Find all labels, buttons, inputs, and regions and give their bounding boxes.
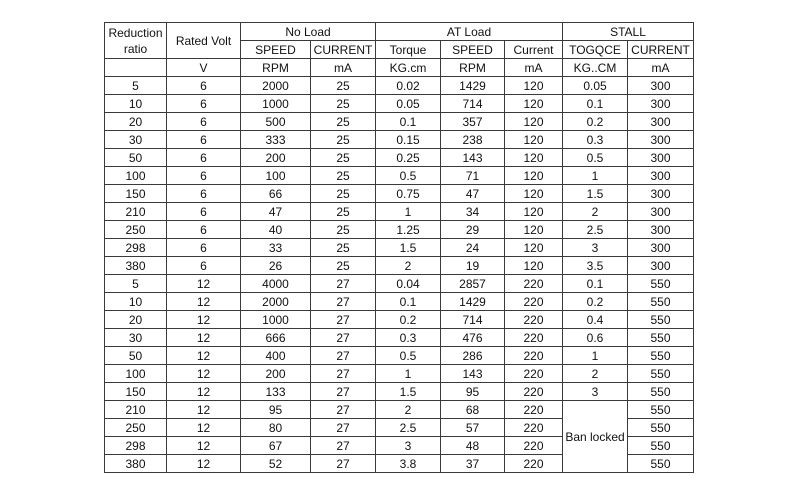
- table-row: [105, 257, 694, 275]
- rated-volt-cell: 6: [167, 239, 241, 257]
- at-load-current-cell: 220: [505, 437, 563, 455]
- no-load-current-cell: 25: [311, 221, 376, 239]
- stall-current-cell: 300: [628, 131, 694, 149]
- reduction-ratio-header: Reduction ratio: [105, 23, 167, 59]
- no-load-current-cell: 25: [311, 149, 376, 167]
- stall-torque-cell: 0.1: [563, 95, 628, 113]
- at-load-speed-cell: 1429: [441, 77, 505, 95]
- table-row: [105, 167, 694, 185]
- at-load-torque-cell: 1: [376, 203, 441, 221]
- at-load-header: AT Load: [376, 23, 563, 41]
- no-load-speed-cell: 2000: [241, 77, 311, 95]
- at-load-speed-cell: 238: [441, 131, 505, 149]
- stall-current-cell: 550: [628, 311, 694, 329]
- rated-volt-header: Rated Volt: [167, 23, 241, 59]
- table-row: [105, 401, 694, 419]
- no-load-current-cell: 25: [311, 167, 376, 185]
- reduction-ratio-cell: 30: [105, 131, 167, 149]
- stall-current-cell: 550: [628, 419, 694, 437]
- at-load-current-cell: 220: [505, 401, 563, 419]
- reduction-ratio-cell: 30: [105, 329, 167, 347]
- rated-volt-cell: 6: [167, 77, 241, 95]
- reduction-ratio-cell: 250: [105, 221, 167, 239]
- at-load-speed-cell: 286: [441, 347, 505, 365]
- no-load-current-cell: 27: [311, 293, 376, 311]
- at-load-current-cell: 120: [505, 185, 563, 203]
- at-load-speed-cell: 34: [441, 203, 505, 221]
- no-load-current-cell: 25: [311, 239, 376, 257]
- rated-volt-cell: 12: [167, 275, 241, 293]
- rated-volt-cell: 6: [167, 113, 241, 131]
- at-load-speed-cell: 24: [441, 239, 505, 257]
- reduction-ratio-cell: 50: [105, 149, 167, 167]
- stall-current-cell: 300: [628, 257, 694, 275]
- no-load-speed-header: SPEED: [241, 41, 311, 59]
- stall-torque-cell: 0.4: [563, 311, 628, 329]
- at-load-current-header: Current: [505, 41, 563, 59]
- stall-current-cell: 550: [628, 347, 694, 365]
- at-load-torque-cell: 3.8: [376, 455, 441, 473]
- stall-current-cell: 300: [628, 95, 694, 113]
- at-load-current-unit: mA: [505, 59, 563, 77]
- no-load-current-cell: 27: [311, 365, 376, 383]
- table-row: [105, 365, 694, 383]
- table-row: [105, 383, 694, 401]
- at-load-torque-cell: 1.5: [376, 239, 441, 257]
- no-load-speed-cell: 333: [241, 131, 311, 149]
- at-load-current-cell: 120: [505, 113, 563, 131]
- no-load-speed-cell: 200: [241, 149, 311, 167]
- at-load-torque-cell: 1: [376, 365, 441, 383]
- reduction-ratio-cell: 150: [105, 383, 167, 401]
- at-load-speed-header: SPEED: [441, 41, 505, 59]
- stall-current-cell: 550: [628, 275, 694, 293]
- rated-volt-cell: 6: [167, 149, 241, 167]
- at-load-current-cell: 220: [505, 329, 563, 347]
- reduction-ratio-cell: 50: [105, 347, 167, 365]
- no-load-speed-cell: 133: [241, 383, 311, 401]
- table-row: [105, 149, 694, 167]
- motor-spec-table: [104, 22, 694, 473]
- rated-volt-cell: 6: [167, 257, 241, 275]
- reduction-ratio-cell: 20: [105, 311, 167, 329]
- at-load-torque-cell: 0.2: [376, 311, 441, 329]
- stall-current-cell: 300: [628, 221, 694, 239]
- header-row-group: [105, 23, 694, 41]
- table-row: [105, 131, 694, 149]
- reduction-ratio-cell: 5: [105, 275, 167, 293]
- at-load-speed-cell: 71: [441, 167, 505, 185]
- no-load-speed-cell: 52: [241, 455, 311, 473]
- at-load-speed-cell: 57: [441, 419, 505, 437]
- at-load-torque-cell: 2: [376, 257, 441, 275]
- rated-volt-cell: 6: [167, 185, 241, 203]
- stall-current-cell: 300: [628, 149, 694, 167]
- reduction-ratio-cell: 20: [105, 113, 167, 131]
- no-load-speed-cell: 666: [241, 329, 311, 347]
- at-load-torque-unit: KG.cm: [376, 59, 441, 77]
- at-load-current-cell: 120: [505, 77, 563, 95]
- stall-torque-cell: 0.5: [563, 149, 628, 167]
- stall-torque-header: TOGQCE: [563, 41, 628, 59]
- rated-volt-cell: 12: [167, 455, 241, 473]
- table-row: [105, 275, 694, 293]
- at-load-speed-cell: 68: [441, 401, 505, 419]
- stall-torque-cell: 0.2: [563, 113, 628, 131]
- at-load-current-cell: 220: [505, 455, 563, 473]
- stall-current-unit: mA: [628, 59, 694, 77]
- at-load-speed-cell: 29: [441, 221, 505, 239]
- table-row: [105, 293, 694, 311]
- at-load-current-cell: 120: [505, 221, 563, 239]
- reduction-ratio-cell: 210: [105, 401, 167, 419]
- no-load-speed-unit: RPM: [241, 59, 311, 77]
- rated-volt-cell: 6: [167, 167, 241, 185]
- stall-torque-cell: 1.5: [563, 185, 628, 203]
- no-load-current-cell: 25: [311, 113, 376, 131]
- at-load-speed-cell: 47: [441, 185, 505, 203]
- no-load-speed-cell: 95: [241, 401, 311, 419]
- rated-volt-cell: 12: [167, 401, 241, 419]
- at-load-speed-cell: 357: [441, 113, 505, 131]
- at-load-torque-cell: 1.5: [376, 383, 441, 401]
- rated-volt-cell: 12: [167, 347, 241, 365]
- no-load-current-cell: 27: [311, 383, 376, 401]
- no-load-header: No Load: [241, 23, 376, 41]
- at-load-current-cell: 220: [505, 293, 563, 311]
- table-row: [105, 203, 694, 221]
- reduction-ratio-cell: 10: [105, 95, 167, 113]
- stall-current-cell: 550: [628, 437, 694, 455]
- at-load-torque-cell: 0.15: [376, 131, 441, 149]
- at-load-speed-cell: 2857: [441, 275, 505, 293]
- stall-torque-cell: 1: [563, 167, 628, 185]
- table-row: [105, 95, 694, 113]
- no-load-speed-cell: 47: [241, 203, 311, 221]
- at-load-torque-cell: 0.1: [376, 113, 441, 131]
- at-load-speed-cell: 95: [441, 383, 505, 401]
- at-load-speed-cell: 1429: [441, 293, 505, 311]
- no-load-speed-cell: 33: [241, 239, 311, 257]
- stall-current-cell: 550: [628, 455, 694, 473]
- stall-header: STALL: [563, 23, 694, 41]
- no-load-speed-cell: 200: [241, 365, 311, 383]
- reduction-ratio-unit-cell: [105, 59, 167, 77]
- at-load-current-cell: 120: [505, 149, 563, 167]
- table-row: [105, 347, 694, 365]
- table-row: [105, 221, 694, 239]
- no-load-current-cell: 27: [311, 437, 376, 455]
- rated-volt-cell: 6: [167, 131, 241, 149]
- no-load-current-header: CURRENT: [311, 41, 376, 59]
- rated-volt-cell: 12: [167, 437, 241, 455]
- reduction-ratio-cell: 100: [105, 167, 167, 185]
- at-load-torque-cell: 0.05: [376, 95, 441, 113]
- at-load-current-cell: 120: [505, 239, 563, 257]
- no-load-speed-cell: 100: [241, 167, 311, 185]
- no-load-speed-cell: 40: [241, 221, 311, 239]
- no-load-current-cell: 25: [311, 95, 376, 113]
- at-load-speed-cell: 476: [441, 329, 505, 347]
- no-load-current-cell: 25: [311, 77, 376, 95]
- table-row: [105, 185, 694, 203]
- at-load-torque-cell: 1.25: [376, 221, 441, 239]
- no-load-speed-cell: 2000: [241, 293, 311, 311]
- rated-volt-cell: 12: [167, 311, 241, 329]
- no-load-current-cell: 27: [311, 347, 376, 365]
- no-load-speed-cell: 500: [241, 113, 311, 131]
- at-load-torque-cell: 0.04: [376, 275, 441, 293]
- stall-torque-cell: 3: [563, 383, 628, 401]
- no-load-speed-cell: 1000: [241, 95, 311, 113]
- at-load-torque-cell: 2: [376, 401, 441, 419]
- no-load-current-cell: 27: [311, 401, 376, 419]
- reduction-ratio-cell: 250: [105, 419, 167, 437]
- at-load-torque-cell: 0.25: [376, 149, 441, 167]
- no-load-current-cell: 27: [311, 311, 376, 329]
- no-load-speed-cell: 400: [241, 347, 311, 365]
- rated-volt-cell: 12: [167, 383, 241, 401]
- no-load-speed-cell: 66: [241, 185, 311, 203]
- at-load-current-cell: 220: [505, 275, 563, 293]
- stall-current-cell: 300: [628, 203, 694, 221]
- at-load-torque-header: Torque: [376, 41, 441, 59]
- reduction-ratio-cell: 150: [105, 185, 167, 203]
- at-load-torque-cell: 0.3: [376, 329, 441, 347]
- table-row: [105, 311, 694, 329]
- at-load-speed-cell: 714: [441, 95, 505, 113]
- stall-torque-cell: 2.5: [563, 221, 628, 239]
- at-load-speed-cell: 19: [441, 257, 505, 275]
- at-load-current-cell: 120: [505, 257, 563, 275]
- reduction-ratio-cell: 298: [105, 437, 167, 455]
- stall-torque-cell: 2: [563, 365, 628, 383]
- no-load-current-cell: 27: [311, 275, 376, 293]
- stall-current-cell: 300: [628, 77, 694, 95]
- reduction-ratio-cell: 210: [105, 203, 167, 221]
- stall-torque-cell: 0.05: [563, 77, 628, 95]
- reduction-ratio-cell: 380: [105, 455, 167, 473]
- at-load-current-cell: 220: [505, 347, 563, 365]
- table-row: [105, 329, 694, 347]
- no-load-speed-cell: 26: [241, 257, 311, 275]
- no-load-speed-cell: 4000: [241, 275, 311, 293]
- rated-volt-cell: 12: [167, 419, 241, 437]
- no-load-speed-cell: 1000: [241, 311, 311, 329]
- stall-current-cell: 550: [628, 329, 694, 347]
- rated-volt-cell: 6: [167, 221, 241, 239]
- no-load-current-cell: 27: [311, 455, 376, 473]
- stall-current-cell: 300: [628, 185, 694, 203]
- at-load-current-cell: 220: [505, 383, 563, 401]
- stall-torque-cell: 2: [563, 203, 628, 221]
- reduction-ratio-cell: 100: [105, 365, 167, 383]
- stall-torque-cell: 0.3: [563, 131, 628, 149]
- rated-volt-cell: 12: [167, 293, 241, 311]
- at-load-speed-cell: 37: [441, 455, 505, 473]
- at-load-speed-cell: 48: [441, 437, 505, 455]
- stall-current-cell: 300: [628, 239, 694, 257]
- stall-torque-cell: 3.5: [563, 257, 628, 275]
- stall-torque-cell: 1: [563, 347, 628, 365]
- stall-current-cell: 550: [628, 365, 694, 383]
- no-load-current-cell: 25: [311, 185, 376, 203]
- at-load-torque-cell: 2.5: [376, 419, 441, 437]
- stall-current-cell: 550: [628, 293, 694, 311]
- at-load-torque-cell: 0.1: [376, 293, 441, 311]
- at-load-current-cell: 120: [505, 167, 563, 185]
- at-load-speed-cell: 714: [441, 311, 505, 329]
- stall-current-header: CURRENT: [628, 41, 694, 59]
- at-load-torque-cell: 0.02: [376, 77, 441, 95]
- stall-torque-cell: 3: [563, 239, 628, 257]
- stall-torque-cell: 0.1: [563, 275, 628, 293]
- table-row: [105, 239, 694, 257]
- at-load-current-cell: 120: [505, 131, 563, 149]
- reduction-ratio-cell: 5: [105, 77, 167, 95]
- no-load-speed-cell: 67: [241, 437, 311, 455]
- stall-current-cell: 300: [628, 167, 694, 185]
- at-load-speed-cell: 143: [441, 149, 505, 167]
- at-load-torque-cell: 3: [376, 437, 441, 455]
- rated-volt-cell: 12: [167, 329, 241, 347]
- table-row: [105, 77, 694, 95]
- rated-volt-cell: 12: [167, 365, 241, 383]
- stall-current-cell: 550: [628, 383, 694, 401]
- rated-volt-cell: 6: [167, 203, 241, 221]
- no-load-speed-cell: 80: [241, 419, 311, 437]
- at-load-torque-cell: 0.75: [376, 185, 441, 203]
- stall-torque-cell: 0.6: [563, 329, 628, 347]
- ban-locked-cell: Ban locked: [563, 401, 628, 473]
- at-load-current-cell: 220: [505, 419, 563, 437]
- at-load-speed-cell: 143: [441, 365, 505, 383]
- rated-volt-unit: V: [167, 59, 241, 77]
- reduction-ratio-cell: 10: [105, 293, 167, 311]
- reduction-ratio-cell: 380: [105, 257, 167, 275]
- at-load-current-cell: 120: [505, 203, 563, 221]
- stall-torque-cell: 0.2: [563, 293, 628, 311]
- at-load-current-cell: 120: [505, 95, 563, 113]
- at-load-torque-cell: 0.5: [376, 167, 441, 185]
- at-load-speed-unit: RPM: [441, 59, 505, 77]
- header-row-units: [105, 59, 694, 77]
- stall-current-cell: 300: [628, 113, 694, 131]
- stall-torque-unit: KG..CM: [563, 59, 628, 77]
- at-load-torque-cell: 0.5: [376, 347, 441, 365]
- at-load-current-cell: 220: [505, 311, 563, 329]
- stall-current-cell: 550: [628, 401, 694, 419]
- no-load-current-cell: 27: [311, 329, 376, 347]
- no-load-current-cell: 27: [311, 419, 376, 437]
- rated-volt-cell: 6: [167, 95, 241, 113]
- no-load-current-unit: mA: [311, 59, 376, 77]
- reduction-ratio-cell: 298: [105, 239, 167, 257]
- no-load-current-cell: 25: [311, 257, 376, 275]
- no-load-current-cell: 25: [311, 203, 376, 221]
- no-load-current-cell: 25: [311, 131, 376, 149]
- at-load-current-cell: 220: [505, 365, 563, 383]
- table-row: [105, 113, 694, 131]
